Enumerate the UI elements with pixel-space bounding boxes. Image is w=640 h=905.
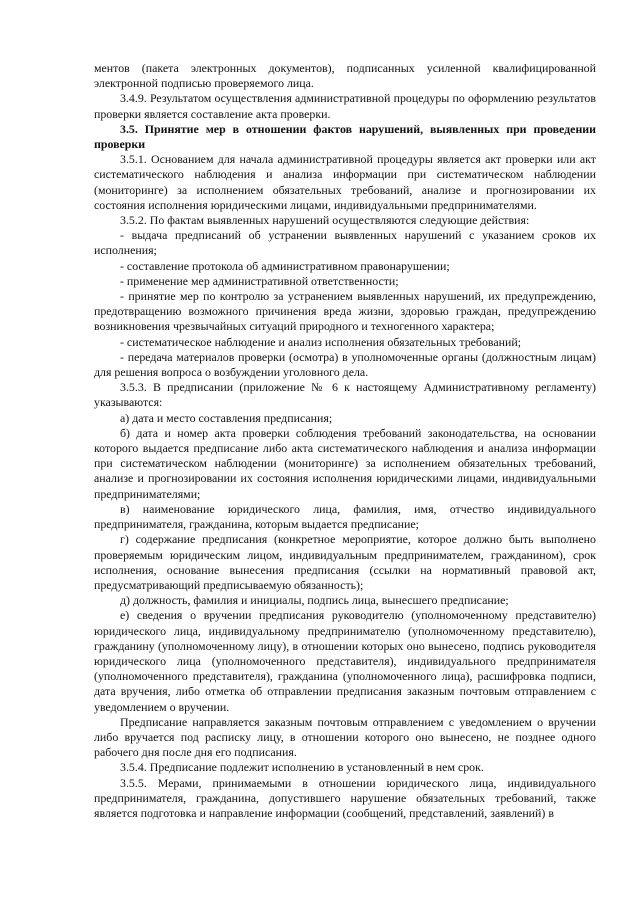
paragraph-3-5-1: 3.5.1. Основанием для начала административной процедуры является акт проверки или акт систематического наблюдения и анализа информации при систематическом наблюдении (мониторинге) за исполнением обязательных требований, анализе и прогнозировании их состояния исполнения юридическими лицами, индивидуальными предпринимателями. — [94, 152, 596, 212]
document-body — [94, 61, 596, 821]
paragraph-delivery: Предписание направляется заказным почтовым отправлением с уведомлением о вручении либо вручается под расписку лицу, в отношении которого оно вынесено, не позднее одного рабочего дня после дня его подписания. — [94, 714, 596, 760]
list-item-d: д) должность, фамилия и инициалы, подпись лица, вынесшего предписание; — [120, 593, 509, 608]
list-item-prescriptions: - выдача предписаний об устранении выявленных нарушений с указанием сроков их исполнения; — [94, 228, 596, 258]
paragraph-3-5-3: 3.5.3. В предписании (приложение № 6 к настоящему Административному регламенту) указываются: — [94, 380, 596, 410]
paragraph-3-5-2: 3.5.2. По фактам выявленных нарушений осуществляются следующие действия: — [120, 213, 530, 228]
list-item-transfer-materials: - передача материалов проверки (осмотра) в уполномоченные органы (должностным лицам) для решения вопроса о возбуждении уголовного дела. — [94, 349, 596, 380]
section-heading-3-5: 3.5. Принятие мер в отношении фактов нарушений, выявленных при проведении проверки — [94, 121, 596, 152]
list-item-a: а) дата и место составления предписания; — [120, 410, 333, 425]
list-item-g: г) содержание предписания (конкретное мероприятие, которое должно быть выполнено проверяемым юридическим лицом, индивидуальным предпринимателем, гражданином), срок исполнения, основание вынесения предписания (ссылки на нормативный правовой акт, предусматривающий предписываемую обязанность); — [94, 532, 596, 592]
paragraph-continuation: ментов (пакета электронных документов), подписанных усиленной квалифицированной электронной подписью проверяемого лица. — [94, 61, 596, 91]
list-item-b: б) дата и номер акта проверки соблюдения требований законодательства, на основании которого выдается предписание либо акта систематического наблюдения и анализа информации при систематическом наблюдении (мониторинге) за исполнением обязательных требований, анализе и прогнозировании их состояния исполнения юридическими лицами, индивидуальными предпринимателями; — [94, 425, 596, 501]
list-item-e: е) сведения о вручении предписания руководителю (уполномоченному представителю) юридического лица, индивидуальному предпринимателю (уполномоченному представителю), гражданину (уполномоченному лицу), в отношении которых оно вынесено, подпись руководителя юридического лица (уполномоченного представителя), индивидуального предпринимателя (уполномоченного представителя), гражданина (уполномоченного лица), расшифровка подписи, дата вручения, либо отметка об отправлении предписания заказным почтовым отправлением с уведомлением о вручении. — [94, 608, 596, 714]
paragraph-3-5-5: 3.5.5. Мерами, принимаемыми в отношении юридического лица, индивидуального предпринимателя, гражданина, допустившего нарушение обязательных требований, также является подготовка и направление информации (сообщений, представлений, заявлений) в — [94, 775, 596, 820]
list-item-liability: - применение мер административной ответственности; — [120, 273, 399, 288]
list-item-control-measures: - принятие мер по контролю за устранением выявленных нарушений, их предупреждению, предотвращению возможного причинения вреда жизни, здоровью граждан, предупреждению возникновения чрезвычайных ситуаций природного и техногенного характера; — [94, 289, 596, 334]
list-item-v: в) наименование юридического лица, фамилия, имя, отчество индивидуального предпринимателя, гражданина, которым выдается предписание; — [94, 501, 596, 532]
list-item-monitoring: - систематическое наблюдение и анализ исполнения обязательных требований; — [120, 334, 522, 349]
paragraph-3-4-9: 3.4.9. Результатом осуществления административной процедуры по оформлению результатов проверки является составление акта проверки. — [94, 91, 596, 121]
list-item-protocol: - составление протокола об административном правонарушении; — [120, 258, 450, 273]
paragraph-3-5-4: 3.5.4. Предписание подлежит исполнению в установленный в нем срок. — [120, 760, 484, 775]
